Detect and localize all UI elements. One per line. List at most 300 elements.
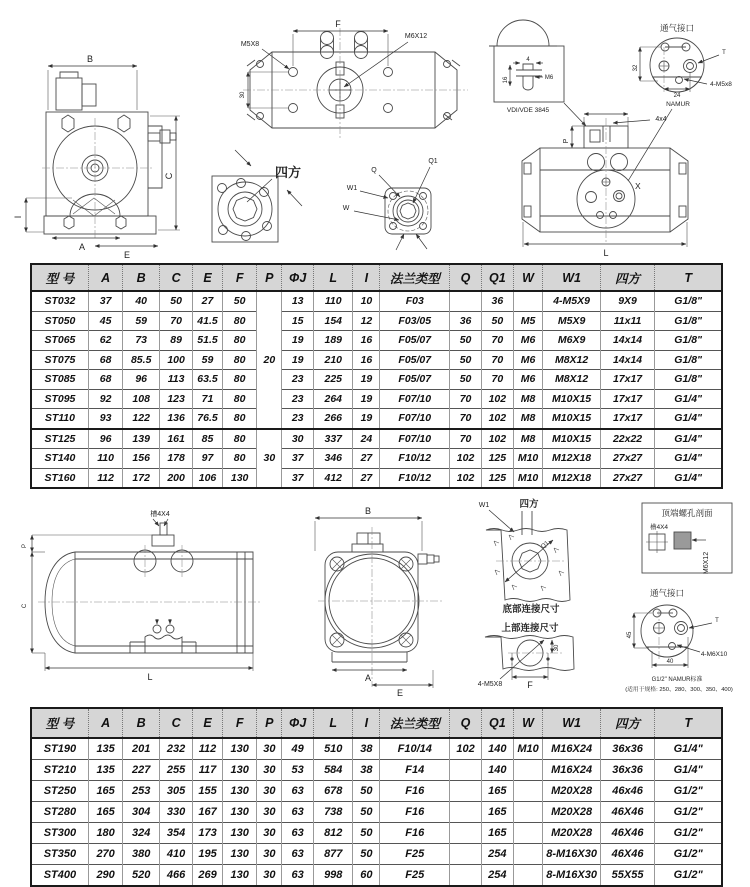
table-cell: M10 [513, 468, 543, 488]
table-cell: 50 [353, 802, 380, 823]
table-cell: 130 [222, 781, 257, 802]
column-header: W [513, 264, 543, 291]
table-row [31, 823, 722, 844]
column-header: 法兰类型 [380, 708, 450, 738]
dim-a2-label: A [364, 673, 372, 683]
table-cell: F16 [380, 781, 450, 802]
table-cell: F10/12 [380, 449, 450, 469]
table-cell: 998 [314, 865, 353, 887]
column-header: Q1 [481, 264, 513, 291]
column-header: C [160, 708, 193, 738]
table-cell: 19 [353, 409, 380, 429]
table2-header [31, 708, 722, 738]
table-row [31, 844, 722, 865]
table-cell [450, 865, 482, 887]
table-row [31, 409, 722, 429]
table-cell: M20X28 [543, 802, 600, 823]
table-cell [450, 781, 482, 802]
table-row [31, 291, 722, 311]
table-cell: M12X18 [543, 449, 600, 469]
table-cell: 37 [88, 291, 123, 311]
drawing-end-view-large [315, 506, 442, 698]
table-cell: M10 [513, 738, 543, 760]
slot-4x4-2-label: 槽4X4 [649, 524, 669, 531]
table-row [31, 370, 722, 390]
table-cell: 102 [450, 738, 482, 760]
table-cell: M8 [513, 389, 543, 409]
q1-2-label: Q1 [540, 540, 551, 551]
table-cell: F16 [380, 802, 450, 823]
table-cell: 102 [481, 429, 513, 449]
table-cell: 19 [353, 370, 380, 390]
drawing-actuator-top-view [240, 19, 468, 140]
table-cell: 20 [257, 291, 282, 429]
table-cell: 62 [88, 331, 123, 351]
table-cell: 113 [160, 370, 193, 390]
dim-e2-label: E [396, 688, 404, 698]
table-cell: G1/2" [655, 823, 722, 844]
table-row [31, 865, 722, 887]
table-cell: 173 [193, 823, 223, 844]
model-cell: ST350 [31, 844, 88, 865]
column-header: W [513, 708, 543, 738]
table-cell: 12 [353, 311, 380, 331]
column-header: ΦJ [282, 264, 314, 291]
table-cell: 165 [88, 802, 123, 823]
table-cell: 180 [88, 823, 123, 844]
table-cell: 63.5 [193, 370, 223, 390]
namur-standard-note: G1/2" NAMUR标准 [651, 677, 703, 683]
table-cell: F10/14 [380, 738, 450, 760]
table-cell: 123 [160, 389, 193, 409]
table-cell: 80 [222, 449, 257, 469]
table-cell: 51.5 [193, 331, 223, 351]
table-cell [450, 823, 482, 844]
model-cell: ST032 [31, 291, 88, 311]
table-cell: 225 [314, 370, 353, 390]
table-cell: F07/10 [380, 409, 450, 429]
table-cell: 346 [314, 449, 353, 469]
table-cell: 110 [314, 291, 353, 311]
m6x12-2-label: M6X12 [703, 551, 710, 575]
table-cell: 27x27 [600, 449, 655, 469]
table-cell: 76.5 [193, 409, 223, 429]
table-cell: 36 [481, 291, 513, 311]
table-cell: 49 [282, 738, 314, 760]
table-cell: 380 [123, 844, 160, 865]
table-cell: G1/2" [655, 844, 722, 865]
table-cell: 70 [481, 370, 513, 390]
table-cell [513, 781, 543, 802]
drawing-shaft-flange-view [343, 158, 438, 250]
table-cell: 30 [257, 865, 282, 887]
table-cell: 125 [481, 449, 513, 469]
table-cell: 46X46 [600, 844, 655, 865]
dim-32-label: 32 [633, 64, 639, 72]
table-cell: 466 [160, 865, 193, 887]
drawing-actuator-front-view [522, 114, 688, 258]
column-header: A [88, 264, 123, 291]
table-cell: M16X24 [543, 760, 600, 781]
table-cell: 96 [88, 429, 123, 449]
table-cell: 68 [88, 350, 123, 370]
table-cell: 11x11 [600, 311, 655, 331]
table-cell: 140 [481, 760, 513, 781]
vdi-dim-16: 16 [503, 76, 509, 84]
table-cell: G1/4" [655, 429, 722, 449]
table-cell: 80 [222, 429, 257, 449]
table-cell: 189 [314, 331, 353, 351]
column-header: 型 号 [31, 708, 88, 738]
table-cell: 139 [123, 429, 160, 449]
table-cell: 23 [282, 370, 314, 390]
table-cell: 8-M16X30 [543, 865, 600, 887]
x-callout: X [635, 181, 641, 191]
table-cell: 70 [450, 409, 482, 429]
table-cell: 102 [481, 389, 513, 409]
table-cell: F03 [380, 291, 450, 311]
table-cell: M8X12 [543, 350, 600, 370]
table-cell [450, 291, 482, 311]
table-cell [450, 760, 482, 781]
column-header: Q [450, 708, 482, 738]
table-cell: M10X15 [543, 429, 600, 449]
dim-f-label: F [335, 19, 341, 29]
upper-conn-caption: 上部连接尺寸 [501, 623, 559, 634]
table-cell: 97 [193, 449, 223, 469]
table-cell: 16 [353, 331, 380, 351]
table-cell: 70 [450, 389, 482, 409]
q1-label: Q1 [428, 158, 438, 165]
table-cell: 117 [193, 760, 223, 781]
table-cell: G1/4" [655, 760, 722, 781]
model-cell: ST300 [31, 823, 88, 844]
m6x10-callout: 4-M6X10 [700, 651, 728, 658]
column-header: I [353, 264, 380, 291]
w-label: W [342, 205, 350, 212]
column-header: F [222, 708, 257, 738]
table-cell: 27x27 [600, 468, 655, 488]
table-cell: 154 [314, 311, 353, 331]
column-header: 法兰类型 [380, 264, 450, 291]
table-cell: 410 [160, 844, 193, 865]
drawing-side-view-large [22, 509, 260, 682]
table-cell: M8 [513, 409, 543, 429]
column-header: W1 [543, 264, 600, 291]
table-cell: 59 [123, 311, 160, 331]
table-cell: 269 [193, 865, 223, 887]
table-cell: 24 [353, 429, 380, 449]
table-cell: 812 [314, 823, 353, 844]
dim-40-label: 40 [666, 659, 674, 665]
table-cell: 50 [450, 350, 482, 370]
table-cell: 40 [123, 291, 160, 311]
table-cell: 130 [222, 865, 257, 887]
table-cell: 50 [450, 331, 482, 351]
dim-24-label: 24 [673, 93, 681, 99]
table-cell: 130 [222, 802, 257, 823]
column-header: L [314, 708, 353, 738]
table-cell: 80 [222, 389, 257, 409]
table-cell: 85 [193, 429, 223, 449]
column-header: P [257, 708, 282, 738]
table-cell: M20X28 [543, 823, 600, 844]
dim-p-label: P [563, 138, 570, 144]
model-cell: ST050 [31, 311, 88, 331]
table-cell [513, 291, 543, 311]
drawing-actuator-end-view [13, 54, 180, 260]
table-row [31, 350, 722, 370]
dim-f2-label: F [527, 680, 533, 690]
table-cell: 17x17 [600, 370, 655, 390]
table-cell: 4-M5X9 [543, 291, 600, 311]
table-cell: G1/4" [655, 468, 722, 488]
model-cell: ST190 [31, 738, 88, 760]
table-cell: 68 [88, 370, 123, 390]
table-cell: 59 [193, 350, 223, 370]
dim-l-label: L [603, 248, 609, 258]
table-cell: 27 [193, 291, 223, 311]
dim-b2-label: B [364, 506, 372, 516]
table-cell: 155 [193, 781, 223, 802]
table-cell: 36x36 [600, 738, 655, 760]
vdi-m6-label: M6 [544, 75, 554, 81]
column-header: I [353, 708, 380, 738]
table-cell: 290 [88, 865, 123, 887]
table-cell: M5 [513, 311, 543, 331]
table-cell: 19 [353, 389, 380, 409]
table-cell: 8-M16X30 [543, 844, 600, 865]
t2-callout: T [715, 618, 719, 624]
table-cell: 80 [222, 331, 257, 351]
callout-m5x8: M5X8 [240, 41, 260, 48]
table-cell: 63 [282, 844, 314, 865]
table-cell: 165 [88, 781, 123, 802]
column-header: T [655, 264, 722, 291]
table-cell: 38 [353, 760, 380, 781]
table-cell: 412 [314, 468, 353, 488]
namur-label: NAMUR [666, 101, 690, 108]
table-cell: F05/07 [380, 370, 450, 390]
table-cell: 165 [481, 823, 513, 844]
table-cell: 135 [88, 760, 123, 781]
table-cell: 50 [353, 823, 380, 844]
table-cell: G1/8" [655, 370, 722, 390]
table-cell: 30 [257, 781, 282, 802]
model-cell: ST140 [31, 449, 88, 469]
model-cell: ST085 [31, 370, 88, 390]
table-cell: 100 [160, 350, 193, 370]
table-cell: 30 [282, 429, 314, 449]
spec-table-small-models [30, 263, 723, 489]
table-cell: G1/4" [655, 409, 722, 429]
table-cell: 270 [88, 844, 123, 865]
slot-4x4-label: 槽4X4 [150, 511, 170, 518]
table-cell: 510 [314, 738, 353, 760]
table-cell: G1/4" [655, 738, 722, 760]
table-cell: 70 [481, 331, 513, 351]
table-cell: 330 [160, 802, 193, 823]
table-cell: 73 [123, 331, 160, 351]
column-header: ΦJ [282, 708, 314, 738]
table-cell: 584 [314, 760, 353, 781]
t-callout: T [722, 50, 726, 56]
dim-e-label: E [123, 250, 131, 260]
table-cell: 23 [282, 409, 314, 429]
dim-4x4-label: 4x4 [655, 116, 667, 123]
table-cell: 106 [193, 468, 223, 488]
table-cell: 305 [160, 781, 193, 802]
table-cell: 108 [123, 389, 160, 409]
air-port-title: 通气接口 [659, 23, 695, 33]
table-cell: 30 [257, 844, 282, 865]
table-cell: 324 [123, 823, 160, 844]
table-cell: 60 [353, 865, 380, 887]
table-row [31, 738, 722, 760]
table-cell: 135 [88, 738, 123, 760]
callout-m6x12: M6X12 [404, 33, 428, 40]
table2-body [31, 738, 722, 886]
sifang-label: 四方 [274, 165, 302, 180]
m5x8-2-callout: 4-M5X8 [477, 681, 503, 688]
table-cell [450, 844, 482, 865]
column-header: 型 号 [31, 264, 88, 291]
table-cell: 38 [353, 738, 380, 760]
table-cell: 165 [481, 781, 513, 802]
column-header: Q1 [481, 708, 513, 738]
drawing-vdi-mount-detail [489, 20, 586, 126]
table1-body [31, 291, 722, 488]
table-cell: G1/2" [655, 865, 722, 887]
table-cell [513, 865, 543, 887]
table-cell: 13 [282, 291, 314, 311]
table-cell: 125 [481, 468, 513, 488]
table-cell: 30 [257, 823, 282, 844]
table-cell: 45 [88, 311, 123, 331]
table-cell: F07/10 [380, 429, 450, 449]
table-cell: 112 [88, 468, 123, 488]
dim-c-label: C [164, 172, 174, 180]
table-cell: F07/10 [380, 389, 450, 409]
table-cell: 55X55 [600, 865, 655, 887]
table-cell: 112 [193, 738, 223, 760]
q-label: Q [371, 167, 377, 174]
table-cell: 9X9 [600, 291, 655, 311]
table-cell: G1/8" [655, 291, 722, 311]
model-cell: ST095 [31, 389, 88, 409]
table-cell: 27 [353, 468, 380, 488]
table-cell: 30 [257, 760, 282, 781]
dim-a-label: A [78, 242, 86, 252]
table-cell: 41.5 [193, 311, 223, 331]
table-cell: 19 [282, 350, 314, 370]
table-cell: M8X12 [543, 370, 600, 390]
table-cell: 254 [481, 844, 513, 865]
table-cell [450, 802, 482, 823]
table-cell: F25 [380, 844, 450, 865]
dim-30-2-label: 30 [554, 644, 560, 652]
table-cell: 165 [481, 802, 513, 823]
w1-label: W1 [346, 185, 358, 192]
drawing-square-flange-view [212, 150, 302, 242]
column-header: C [160, 264, 193, 291]
table-cell: 96 [123, 370, 160, 390]
table-cell: 89 [160, 331, 193, 351]
table-cell: 50 [353, 844, 380, 865]
dim-i-label: I [13, 215, 23, 219]
dim-c2-label: C [22, 603, 28, 609]
table-cell: M10X15 [543, 389, 600, 409]
table-cell: 15 [282, 311, 314, 331]
table-cell: 877 [314, 844, 353, 865]
table-cell: 70 [450, 429, 482, 449]
column-header: F [222, 264, 257, 291]
table-cell: 70 [160, 311, 193, 331]
table-cell: 167 [193, 802, 223, 823]
table-cell: 16 [353, 350, 380, 370]
drawing-air-port-namur [628, 23, 732, 181]
model-cell: ST160 [31, 468, 88, 488]
column-header: P [257, 264, 282, 291]
table-cell: M20X28 [543, 781, 600, 802]
column-header: 四方 [600, 708, 655, 738]
table-cell: F25 [380, 865, 450, 887]
table-cell: 130 [222, 844, 257, 865]
table-cell: 201 [123, 738, 160, 760]
table-cell: 10 [353, 291, 380, 311]
table-cell: 17x17 [600, 409, 655, 429]
table-cell: 354 [160, 823, 193, 844]
table-cell: 304 [123, 802, 160, 823]
dim-45-label: 45 [627, 631, 633, 639]
drawing-upper-connection [478, 622, 574, 690]
table-cell: 200 [160, 468, 193, 488]
table-cell [513, 844, 543, 865]
column-header: B [123, 708, 160, 738]
table-cell: G1/2" [655, 802, 722, 823]
spec-table-large-models [30, 707, 723, 887]
table-cell: F14 [380, 760, 450, 781]
model-cell: ST250 [31, 781, 88, 802]
table-cell: F05/07 [380, 331, 450, 351]
table-cell [513, 760, 543, 781]
table-cell: 50 [450, 370, 482, 390]
table-cell: 130 [222, 468, 257, 488]
table-cell: G1/8" [655, 331, 722, 351]
table-cell [513, 802, 543, 823]
table-cell: F05/07 [380, 350, 450, 370]
model-cell: ST065 [31, 331, 88, 351]
model-cell: ST075 [31, 350, 88, 370]
table1-header [31, 264, 722, 291]
table-cell: 102 [450, 449, 482, 469]
column-header: L [314, 264, 353, 291]
table-row [31, 389, 722, 409]
table-cell: 227 [123, 760, 160, 781]
table-row [31, 760, 722, 781]
table-cell: 23 [282, 389, 314, 409]
table-cell: F16 [380, 823, 450, 844]
table-cell: 30 [257, 738, 282, 760]
table-cell: 178 [160, 449, 193, 469]
column-header: B [123, 264, 160, 291]
table-cell: G1/2" [655, 781, 722, 802]
applicable-sizes-note: (适用于规格: 250、280、300、350、400) [625, 687, 733, 693]
table-cell: 50 [160, 291, 193, 311]
table-cell: 63 [282, 865, 314, 887]
table-cell: 122 [123, 409, 160, 429]
model-cell: ST280 [31, 802, 88, 823]
